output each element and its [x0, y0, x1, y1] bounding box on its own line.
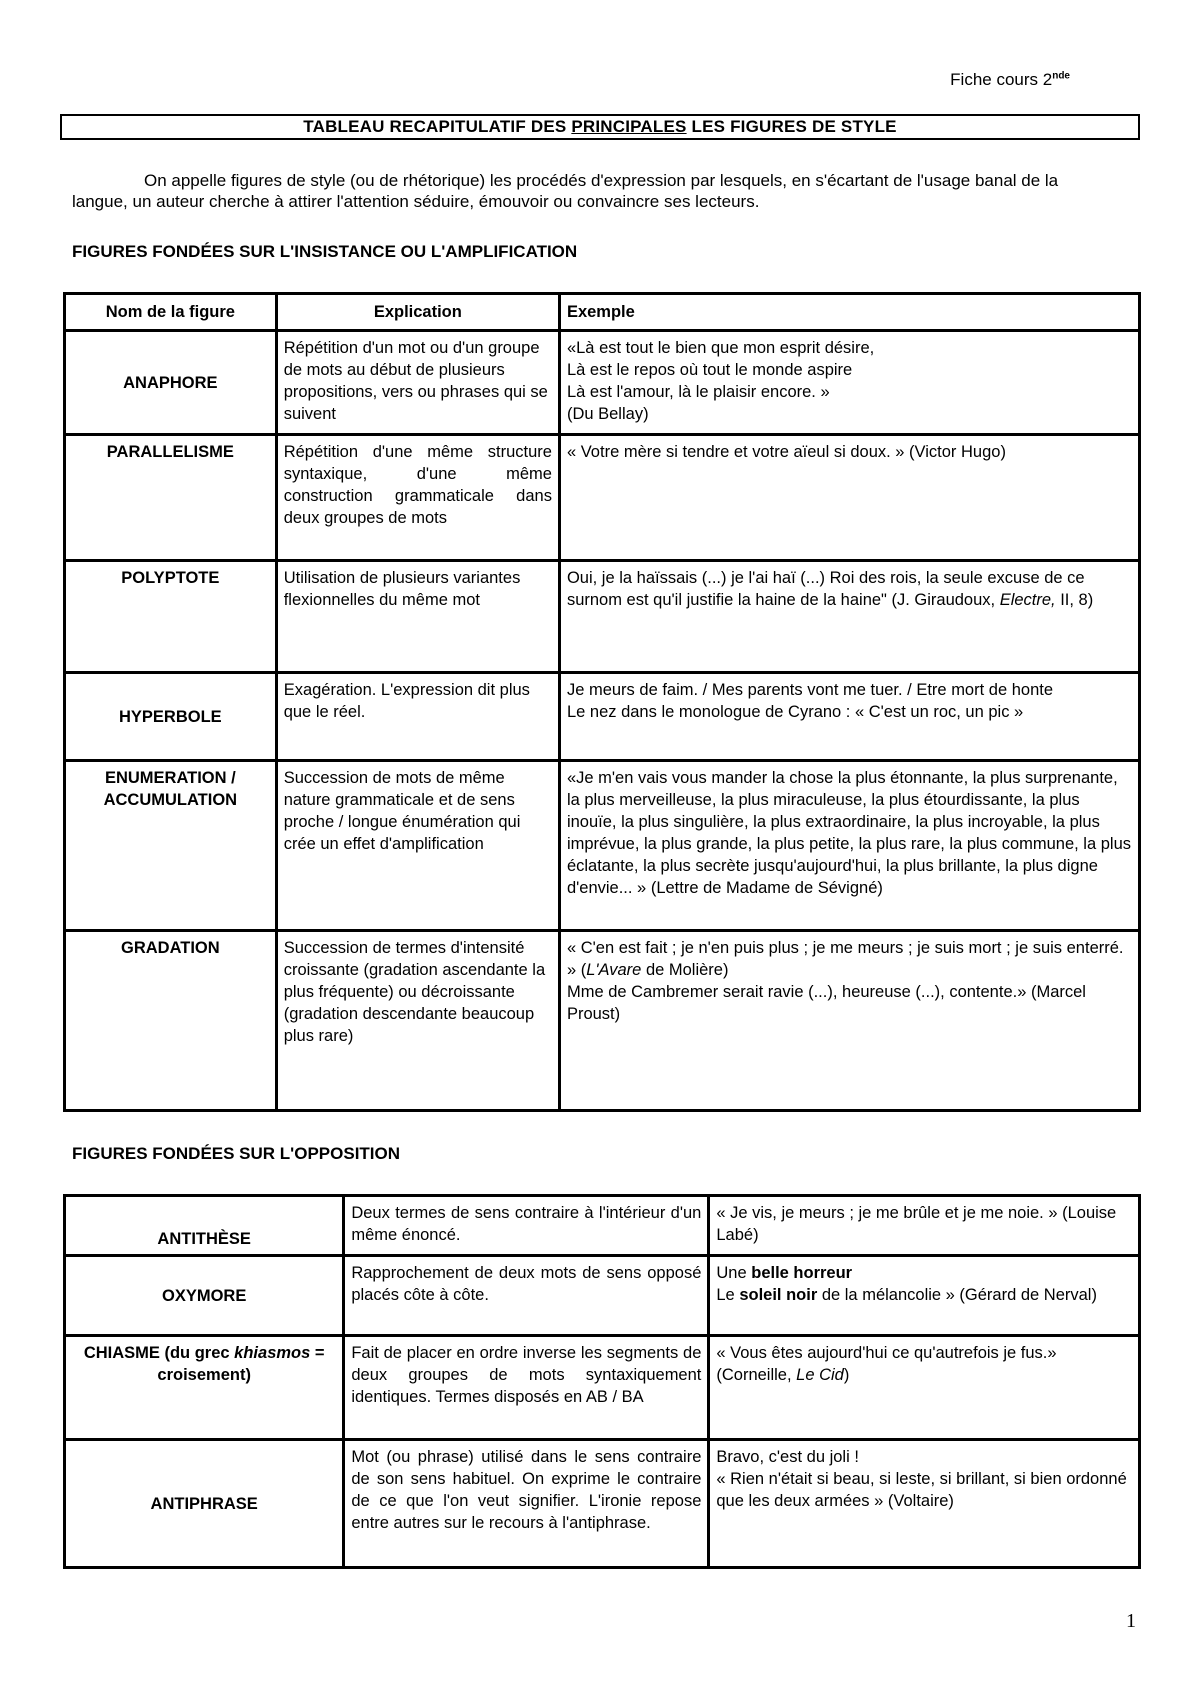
- figure-name: POLYPTOTE: [65, 561, 277, 673]
- table-row: [65, 673, 1140, 761]
- figure-example: «Je m'en vais vous mander la chose la plus étonnante, la plus surprenante, la plus merveilleuse, la plus miraculeuse, la plus étourdissante, la plus inouïe, la plus singulière, la plus extraordinaire, la plus incroyable, la plus imprévue, la plus grande, la plus petite, la plus rare, la plus commune, la plus éclatante, la plus secrète jusqu'aujourd'hui, la plus brillante, la plus digne d'envie... » (Lettre de Madame de Sévigné): [559, 761, 1139, 931]
- figure-name: PARALLELISME: [65, 435, 277, 561]
- section-heading-amplification: FIGURES FONDÉES SUR L'INSISTANCE OU L'AMPLIFICATION: [72, 242, 578, 261]
- figure-example: « C'en est fait ; je n'en puis plus ; je me meurs ; je suis mort ; je suis enterré. » (L'Avare de Molière) Mme de Cambremer serait ravie (...), heureuse (...), contente.» (Marcel Proust): [559, 931, 1139, 1111]
- figure-explanation: Mot (ou phrase) utilisé dans le sens contraire de son sens habituel. On exprime le contraire de ce que l'on veut signifier. L'ironie repose entre autres sur le recours à l'antiphrase.: [344, 1440, 709, 1568]
- figure-explanation: Rapprochement de deux mots de sens opposé placés côte à côte.: [344, 1256, 709, 1336]
- column-header: Explication: [276, 294, 559, 331]
- figure-name: ENUMERATION / ACCUMULATION: [65, 761, 277, 931]
- figure-example: Oui, je la haïssais (...) je l'ai haï (...) Roi des rois, la seule excuse de ce surnom est qu'il justifie la haine de la haine" (J. Giraudoux, Electre, II, 8): [559, 561, 1139, 673]
- figure-name: OXYMORE: [65, 1256, 344, 1336]
- figure-example: « Vous êtes aujourd'hui ce qu'autrefois je fus.» (Corneille, Le Cid): [709, 1336, 1140, 1440]
- table-row: [65, 1196, 1140, 1256]
- figure-explanation: Deux termes de sens contraire à l'intérieur d'un même énoncé.: [344, 1196, 709, 1256]
- table-row: [65, 435, 1140, 561]
- column-header: Exemple: [559, 294, 1139, 331]
- figure-example: «Là est tout le bien que mon esprit désire, Là est le repos où tout le monde aspire Là est l'amour, là le plaisir encore. » (Du Bellay): [559, 331, 1139, 435]
- section-heading-opposition: FIGURES FONDÉES SUR L'OPPOSITION: [72, 1144, 401, 1163]
- table-row: [65, 931, 1140, 1111]
- opposition-table: [63, 1194, 1141, 1569]
- figure-example: Bravo, c'est du joli ! « Rien n'était si beau, si leste, si brillant, si bien ordonné que les deux armées » (Voltaire): [709, 1440, 1140, 1568]
- figure-name: ANAPHORE: [65, 331, 277, 435]
- figure-explanation: Fait de placer en ordre inverse les segments de deux groupes de mots syntaxiquement identiques. Termes disposés en AB / BA: [344, 1336, 709, 1440]
- table-row: [65, 1256, 1140, 1336]
- table-row: [65, 1336, 1140, 1440]
- figure-example: Une belle horreur Le soleil noir de la mélancolie » (Gérard de Nerval): [709, 1256, 1140, 1336]
- intro-paragraph: On appelle figures de style (ou de rhétorique) les procédés d'expression par lesquels, en s'écartant de l'usage banal de la langue, un auteur cherche à attirer l'attention séduire, émouvoir ou convaincre ses lecteurs.: [72, 171, 1059, 211]
- figure-name: CHIASME (du grec khiasmos = croisement): [65, 1336, 344, 1440]
- table-header-row: [65, 294, 1140, 331]
- table-row: [65, 331, 1140, 435]
- table-row: [65, 761, 1140, 931]
- table-row: [65, 561, 1140, 673]
- figure-explanation: Succession de mots de même nature grammaticale et de sens proche / longue énumération qui crée un effet d'amplification: [276, 761, 559, 931]
- figure-name: GRADATION: [65, 931, 277, 1111]
- figure-example: « Je vis, je meurs ; je me brûle et je me noie. » (Louise Labé): [709, 1196, 1140, 1256]
- page-number: 1: [1126, 1610, 1136, 1632]
- column-header: Nom de la figure: [65, 294, 277, 331]
- figure-explanation: Répétition d'une même structure syntaxique, d'une même construction grammaticale dans deux groupes de mots: [276, 435, 559, 561]
- figure-explanation: Utilisation de plusieurs variantes flexionnelles du même mot: [276, 561, 559, 673]
- figure-explanation: Répétition d'un mot ou d'un groupe de mots au début de plusieurs propositions, vers ou phrases qui se suivent: [276, 331, 559, 435]
- figure-example: Je meurs de faim. / Mes parents vont me tuer. / Etre mort de honte Le nez dans le monologue de Cyrano : « C'est un roc, un pic »: [559, 673, 1139, 761]
- figure-name: ANTIPHRASE: [65, 1440, 344, 1568]
- figure-name: HYPERBOLE: [65, 673, 277, 761]
- amplification-table: [63, 292, 1141, 1112]
- table-row: [65, 1440, 1140, 1568]
- page-header: Fiche cours 2nde: [950, 70, 1070, 89]
- figure-explanation: Succession de termes d'intensité croissante (gradation ascendante la plus fréquente) ou décroissante (gradation descendante beaucoup plus rare): [276, 931, 559, 1111]
- figure-example: « Votre mère si tendre et votre aïeul si doux. » (Victor Hugo): [559, 435, 1139, 561]
- document-title: TABLEAU RECAPITULATIF DES PRINCIPALES LES FIGURES DE STYLE: [60, 114, 1140, 140]
- figure-name: ANTITHÈSE: [65, 1196, 344, 1256]
- figure-explanation: Exagération. L'expression dit plus que le réel.: [276, 673, 559, 761]
